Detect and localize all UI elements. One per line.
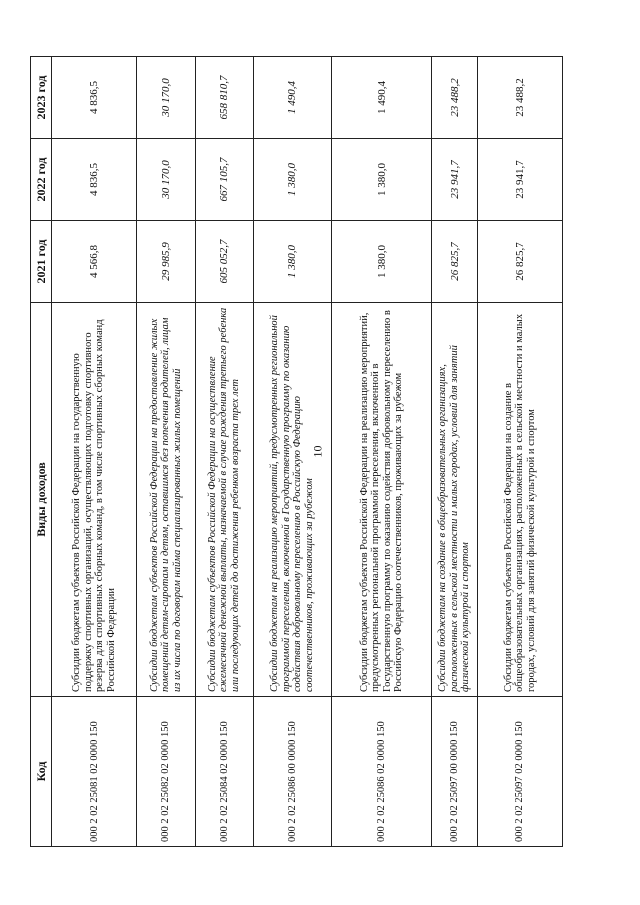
row-value-2023: 30 170,0 [137,57,195,139]
row-value-2023: 4 836,5 [52,57,137,139]
page-number: 10 [310,445,325,458]
row-value-2021: 605 052,7 [195,221,253,303]
row-value-2021: 1 380,0 [332,221,432,303]
row-value-2022: 4 836,5 [52,139,137,221]
header-year-2022: 2022 год [31,139,52,221]
rotated-table-container [30,57,563,847]
row-description: Субсидии бюджетам на реализацию мероприятий, предусмотренных региональной программой переселения, включенной в Государственную программу по оказанию содействия добровольному переселению в Российскую Федерацию соотечественников, проживающих за рубежом [253,303,331,697]
row-value-2023: 23 488,2 [432,57,477,139]
row-value-2022: 1 380,0 [253,139,331,221]
row-value-2023: 1 490,4 [253,57,331,139]
table-row [432,57,477,847]
row-value-2023: 1 490,4 [332,57,432,139]
row-value-2021: 1 380,0 [253,221,331,303]
row-code: 000 2 02 25082 02 0000 150 [137,697,195,847]
row-value-2021: 26 825,7 [477,221,562,303]
row-value-2022: 23 941,7 [432,139,477,221]
header-year-2023: 2023 год [31,57,52,139]
table-row [253,57,331,847]
table-row [137,57,195,847]
row-description: Субсидии бюджетам субъектов Российской Федерации на создание в общеобразовательных организациях, расположенных в сельской местности и малых городах, условий для занятий физической культурой и спортом [477,303,562,697]
header-year-2021: 2021 год [31,221,52,303]
row-code: 000 2 02 25081 02 0000 150 [52,697,137,847]
row-description: Субсидии бюджетам субъектов Российской Федерации на реализацию мероприятий, предусмотренных региональной программой переселения, включенной в Государственную программу по оказанию содействия добровольному переселению в Российскую Федерацию соотечественников, проживающих за рубежом [332,303,432,697]
row-code: 000 2 02 25086 02 0000 150 [332,697,432,847]
table-row [332,57,432,847]
row-code: 000 2 02 25097 02 0000 150 [477,697,562,847]
row-value-2022: 23 941,7 [477,139,562,221]
row-value-2023: 658 810,7 [195,57,253,139]
row-description: Субсидии бюджетам субъектов Российской Федерации на предоставление жилых помещений детям-сиротам и детям, оставшимся без попечения родителей, лицам из их числа по договорам найма специализированных жилых помещений [137,303,195,697]
row-code: 000 2 02 25097 00 0000 150 [432,697,477,847]
row-value-2021: 29 985,9 [137,221,195,303]
row-code: 000 2 02 25084 02 0000 150 [195,697,253,847]
table-header-row [31,57,52,847]
revenue-table [30,56,563,847]
row-description: Субсидии бюджетам на создание в общеобразовательных организациях, расположенных в сельской местности и малых городах, условий для занятий физической культурой и спортом [432,303,477,697]
row-value-2023: 23 488,2 [477,57,562,139]
row-description: Субсидии бюджетам субъектов Российской Федерации на государственную поддержку спортивных организаций, осуществляющих подготовку спортивного резерва для спортивных сборных команд, в том числе спортивных сборных команд Российской Федерации [52,303,137,697]
table-row [477,57,562,847]
row-description: Субсидии бюджетам субъектов Российской Федерации на осуществление ежемесячной денежной выплаты, назначаемой в случае рождения третьего ребенка или последующих детей до достижения ребенком возраста трех лет [195,303,253,697]
header-code: Код [31,697,52,847]
row-value-2022: 1 380,0 [332,139,432,221]
table-row [195,57,253,847]
row-code: 000 2 02 25086 00 0000 150 [253,697,331,847]
row-value-2021: 26 825,7 [432,221,477,303]
row-value-2022: 30 170,0 [137,139,195,221]
row-value-2021: 4 566,8 [52,221,137,303]
header-description: Виды доходов [31,303,52,697]
row-value-2022: 667 105,7 [195,139,253,221]
table-row [52,57,137,847]
